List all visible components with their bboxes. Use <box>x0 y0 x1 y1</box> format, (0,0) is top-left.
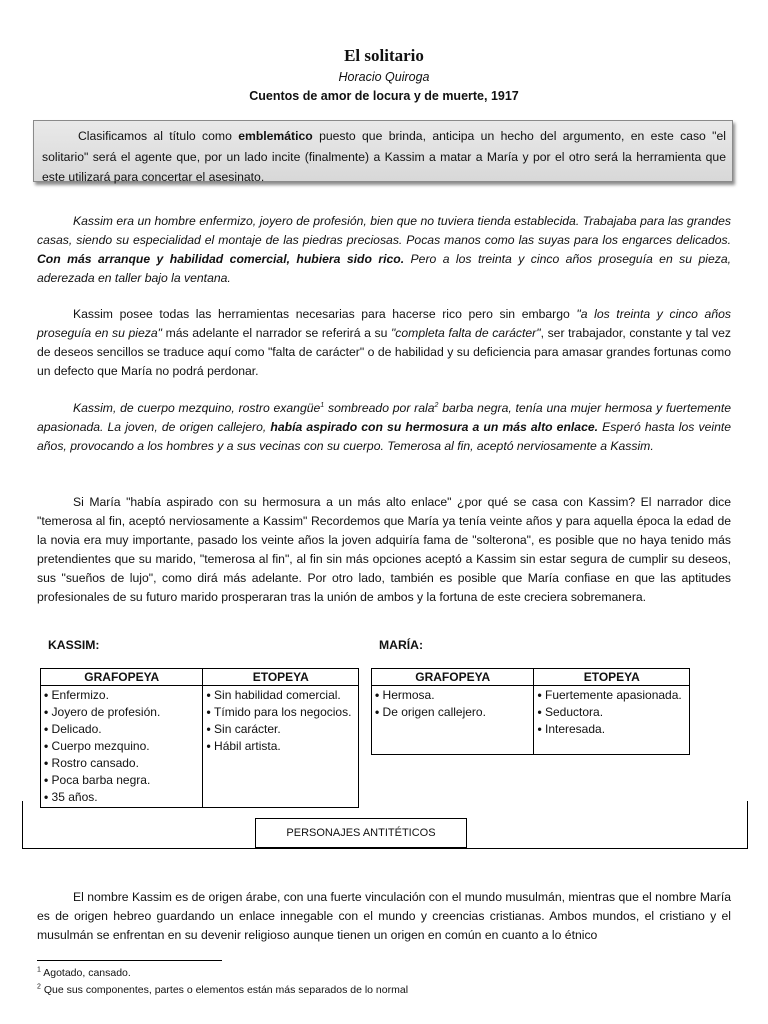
kassim-etopeya-header: ETOPEYA <box>203 669 359 686</box>
box-text-emphasis: emblemático <box>238 129 313 143</box>
kassim-label: KASSIM: <box>48 638 100 652</box>
list-item: • Interesada. <box>537 721 686 738</box>
maria-grafopeya-header: GRAFOPEYA <box>372 669 534 686</box>
list-item: • Poca barba negra. <box>44 772 199 789</box>
box-text-2: puesto que brinda, anticipa un hecho del argumento, en este caso "el solitario" será el agente que, por un lado incite (finalmente) a Kassim a matar a María y por el otro será la herramienta que este utilizará para concertar el asesinato. <box>42 129 726 184</box>
list-item: • Fuertemente apasionada. <box>537 687 686 704</box>
maria-etopeya-cell <box>534 686 690 755</box>
analysis-1-text: Kassim posee todas las herramientas necesarias para hacerse rico pero sin embargo <box>73 307 577 321</box>
quote-2-text-4: Esperó hasta los veinte años, provocando a los hombres y a sus vecinas con su cuerpo. Temerosa al fin, aceptó nerviosamente a Kassim. <box>37 420 732 453</box>
list-item: • 35 años. <box>44 789 199 806</box>
quote-2-text: Kassim, de cuerpo mezquino, rostro exangüe <box>73 401 321 415</box>
list-item: • Hermosa. <box>375 687 530 704</box>
analysis-1-text-2: más adelante el narrador se referirá a su <box>161 326 391 340</box>
quote-2-text-3: barba negra, tenía una mujer hermosa y fuertemente apasionada. La joven, de origen callejero, <box>37 401 731 434</box>
footnote-2 <box>37 984 408 996</box>
kassim-grafopeya-header: GRAFOPEYA <box>41 669 203 686</box>
quote-1-bold: Con más arranque y habilidad comercial, hubiera sido rico. <box>37 252 405 266</box>
title-analysis-box <box>33 120 733 182</box>
footnote-ref-1: 1 <box>320 401 325 409</box>
kassim-table <box>40 668 359 808</box>
list-item: • Seductora. <box>537 704 686 721</box>
footnote-1-number: 1 <box>37 966 41 974</box>
footnote-2-number: 2 <box>37 983 41 991</box>
footnote-1 <box>37 967 131 979</box>
maria-label: MARÍA: <box>379 638 424 652</box>
antithetical-characters-box: PERSONAJES ANTITÉTICOS <box>255 818 467 848</box>
analysis-3-text: El nombre Kassim es de origen árabe, con una fuerte vinculación con el mundo musulmán, mientras que el nombre María es de origen hebreo guardando un enlace innegable con el mundo y creencias cristianas. Ambos mundos, el cristiano y el musulmán se enfrentan en su devenir religioso aunque tienen un origen en común en cuanto a lo étnico <box>37 890 731 942</box>
list-item: • De origen callejero. <box>375 704 530 721</box>
quote-1-text: Kassim era un hombre enfermizo, joyero de profesión, bien que no tuviera tienda establecida. Trabajaba para las grandes casas, siendo su especialidad el montaje de las piedras preciosas. Pocas manos como las suyas para los engarces delicados. <box>37 214 731 247</box>
list-item: • Delicado. <box>44 721 199 738</box>
list-item: • Cuerpo mezquino. <box>44 738 199 755</box>
analysis-paragraph-3 <box>37 888 731 945</box>
footnote-2-text: Que sus componentes, partes o elementos están más separados de lo normal <box>40 984 409 996</box>
kassim-etopeya-cell <box>203 686 359 808</box>
list-item: • Joyero de profesión. <box>44 704 199 721</box>
maria-table <box>371 668 690 755</box>
maria-grafopeya-cell <box>372 686 534 755</box>
analysis-1-quote: "a los treinta y cinco años proseguía en su pieza" <box>37 307 731 340</box>
author-name: Horacio Quiroga <box>338 70 430 84</box>
quote-2-text-2: sombreado por rala <box>324 401 435 415</box>
footnote-ref-2: 2 <box>434 401 439 409</box>
quote-1-text-end: Pero a los treinta y cinco años proseguía en su pieza, aderezada en taller bajo la ventana. <box>37 252 732 285</box>
maria-etopeya-header: ETOPEYA <box>534 669 690 686</box>
list-item: • Rostro cansado. <box>44 755 199 772</box>
footnote-1-text: Agotado, cansado. <box>40 967 131 979</box>
analysis-1-quote-2: "completa falta de carácter" <box>390 326 541 340</box>
kassim-grafopeya-cell <box>41 686 203 808</box>
analysis-paragraph-1 <box>37 305 731 381</box>
quote-2-bold: había aspirado con su hermosura a un más alto enlace. <box>270 420 599 434</box>
quote-paragraph-2 <box>37 399 731 456</box>
analysis-paragraph-2 <box>37 493 731 607</box>
list-item: • Enfermizo. <box>44 687 199 704</box>
footnote-divider <box>37 960 222 961</box>
list-item: • Sin carácter. <box>206 721 355 738</box>
list-item: • Tímido para los negocios. <box>206 704 355 721</box>
analysis-1-text-3: , ser trabajador, constante y tal vez de deseos sencillos se traduce aquí como "falta de carácter" o de habilidad y su deficiencia para amasar grandes fortunas como un defecto que María no podrá perdonar. <box>37 326 731 378</box>
list-item: • Sin habilidad comercial. <box>206 687 355 704</box>
document-title: El solitario <box>344 46 424 65</box>
book-title: Cuentos de amor de locura y de muerte, 1917 <box>249 89 519 103</box>
list-item: • Hábil artista. <box>206 738 355 755</box>
quote-paragraph-1 <box>37 212 731 288</box>
box-text-1: Clasificamos al título como <box>78 129 239 143</box>
analysis-2-text: Si María "había aspirado con su hermosura a un más alto enlace" ¿por qué se casa con Kassim? El narrador dice "temerosa al fin, aceptó nerviosamente a Kassim" Recordemos que María ya tenía veinte años y para aquella época la edad de la novia era muy importante, pasado los veinte años la joven adquiría fama de "solterona", es posible que no haya tenido más pretendientes que su marido, "temerosa al fin", al fin sin más opciones aceptó a Kassim sin estar segura de cumplir su deseos, sus "sueños de lujo", como dirá más adelante. Por otro lado, también es posible que María confiase en que las aptitudes profesionales de su futuro marido prosperaran tras la unión de ambos y la fortuna de este creciera sobremanera. <box>37 495 731 604</box>
